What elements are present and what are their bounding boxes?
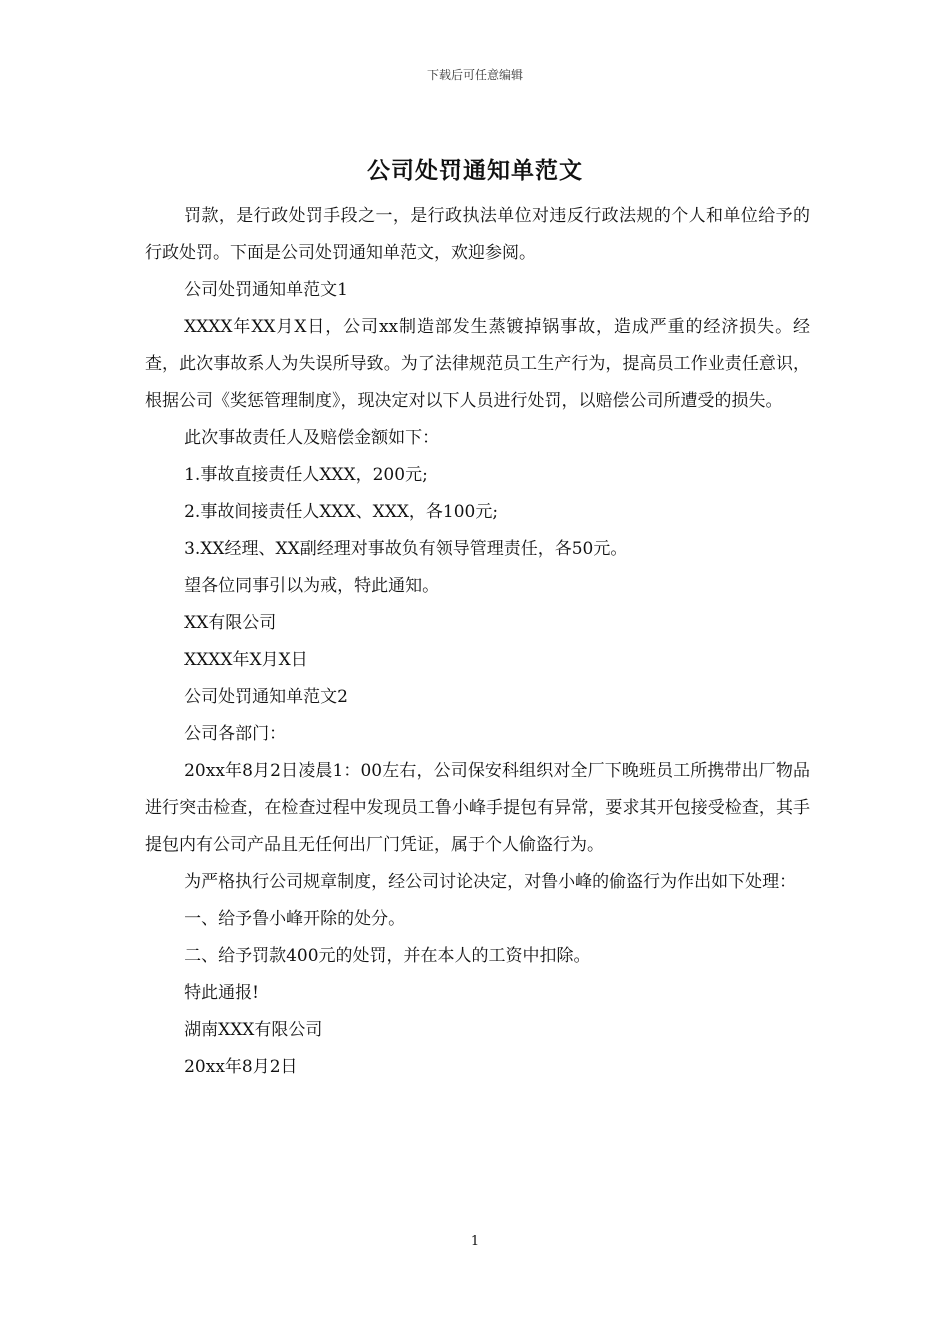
decision-paragraph: 为严格执行公司规章制度，经公司讨论决定，对鲁小峰的偷盗行为作出如下处理： xyxy=(184,872,797,892)
signature-date-1: XXXX年X月X日 xyxy=(184,650,308,670)
closing-line: 望各位同事引以为戒，特此通知。 xyxy=(184,576,440,596)
notice-closing: 特此通报! xyxy=(184,983,259,1003)
incident-paragraph: XXXX年XX月X日，公司xx制造部发生蒸镀掉锅事故，造成严重的经济损失。经查，此次事故系人为失误所导致。为了法律规范员工生产行为，提高员工作业责任意识，根据公司《奖惩管理制度》，现决定对以下人员进行处罚，以赔偿公司所遭受的损失。 xyxy=(145,317,810,411)
page-number: 1 xyxy=(470,1234,480,1249)
document-body xyxy=(145,198,810,1086)
list-item-3: 3.XX经理、XX副经理对事故负有领导管理责任，各50元。 xyxy=(184,539,628,559)
intro-paragraph: 罚款，是行政处罚手段之一，是行政执法单位对违反行政法规的个人和单位给予的行政处罚。下面是公司处罚通知单范文，欢迎参阅。 xyxy=(145,206,810,263)
penalty-item-2: 二、给予罚款400元的处罚，并在本人的工资中扣除。 xyxy=(184,946,591,966)
theft-paragraph: 20xx年8月2日凌晨1：00左右，公司保安科组织对全厂下晚班员工所携带出厂物品进行突击检查，在检查过程中发现员工鲁小峰手提包有异常，要求其开包接受检查，其手提包内有公司产品且无任何出厂门凭证，属于个人偷盗行为。 xyxy=(145,761,810,855)
section-heading-1: 公司处罚通知单范文1 xyxy=(184,280,348,300)
section-heading-2: 公司处罚通知单范文2 xyxy=(184,687,348,707)
penalty-item-1: 一、给予鲁小峰开除的处分。 xyxy=(184,909,406,929)
signature-company-2: 湖南XXX有限公司 xyxy=(184,1020,323,1040)
responsibility-intro: 此次事故责任人及赔偿金额如下： xyxy=(184,428,440,448)
list-item-1: 1.事故直接责任人XXX，200元; xyxy=(184,465,428,485)
signature-date-2: 20xx年8月2日 xyxy=(184,1057,298,1077)
document-title: 公司处罚通知单范文 xyxy=(367,157,583,184)
header-note: 下载后可任意编辑 xyxy=(426,68,523,82)
list-item-2: 2.事故间接责任人XXX、XXX，各100元; xyxy=(184,502,499,522)
signature-company-1: XX有限公司 xyxy=(184,613,277,633)
salutation: 公司各部门： xyxy=(184,724,287,744)
